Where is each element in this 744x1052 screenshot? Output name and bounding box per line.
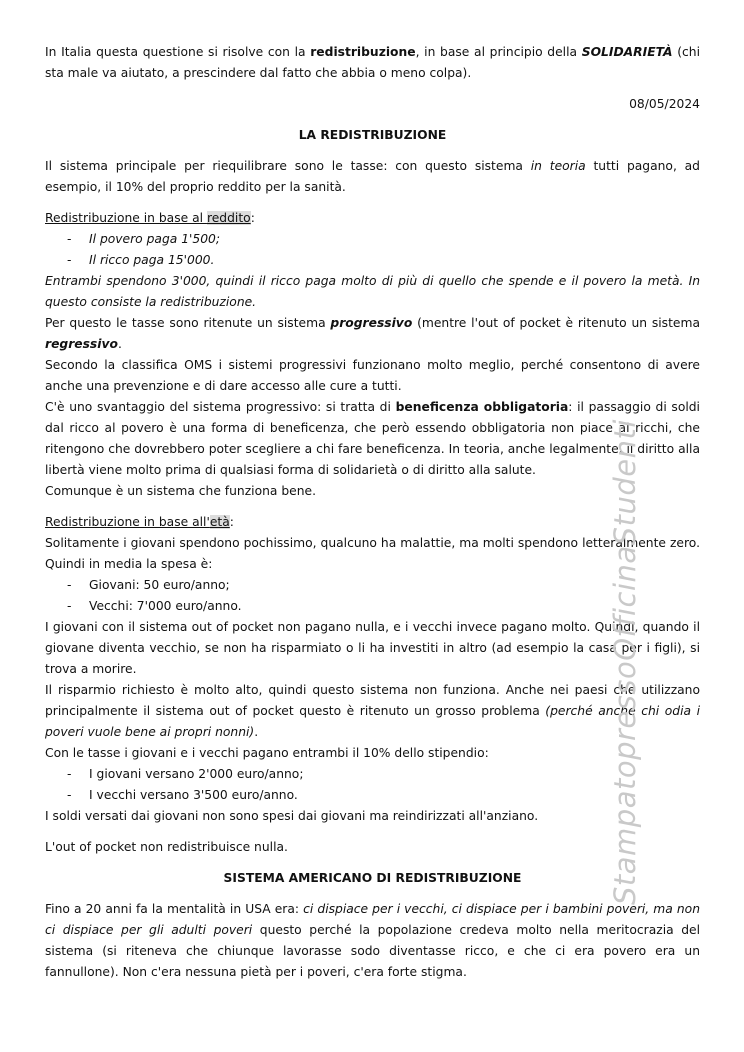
intro-paragraph [45,42,700,84]
text: (mentre l'out of pocket è ritenuto un sistema [412,316,700,330]
bold-italic-term: SOLIDARIETÀ [581,45,673,59]
bold-italic-term: progressivo [330,316,413,330]
italic-term: in teoria [530,159,586,173]
text: In Italia questa questione si risolve con la [45,45,311,59]
paragraph: I giovani con il sistema out of pocket non pagano nulla, e i vecchi invece pagano molto. Quindi, quando il giovane diventa vecchio, se non ha risparmiato o li ha investiti in altro (ad esempio la casa per i figli), si trova a morire. [45,620,700,676]
bold-term: beneficenza obbligatoria [395,400,569,414]
italic-text: ci dispiace per i vecchi, ci dispiace per i bambini poveri, ma non ci dispiace per gli adulti poveri [45,902,700,937]
paragraph: Secondo la classifica OMS i sistemi progressivi funzionano molto meglio, perché consentono di avere anche una prevenzione e di dare accesso alle cure a tutti. [45,358,700,393]
dash-list [45,575,700,617]
subsection-heading [45,208,700,229]
text: . [254,725,259,739]
text: C'è uno svantaggio del sistema progressivo: si tratta di [45,400,396,414]
dash-list [45,229,700,271]
paragraph [45,899,700,983]
text: : [229,515,234,529]
text: Redistribuzione in base al [45,211,207,225]
subsection-heading [45,512,700,533]
italic-text: (perché anche chi odia i poveri vuole bene ai propri nonni) [45,704,700,739]
highlighted-term: età [209,515,230,529]
date: 08/05/2024 [629,97,700,111]
text: Il ricco paga 15'000. [89,253,215,267]
paragraph [45,680,700,743]
text: Per questo le tasse sono ritenute un sistema [45,316,331,330]
text: Il risparmio richiesto è molto alto, quindi questo sistema non funziona. Anche nei paesi che utilizzano principalmente il sistema out of pocket questo è ritenuto un grosso problema [45,683,700,718]
watermark: StampatopressoOfficinaStudenti [608,419,642,905]
paragraph [45,313,700,355]
list-item: - Giovani: 50 euro/anno; [45,575,700,596]
text: , in base al principio della [415,45,582,59]
section-title: SISTEMA AMERICANO DI REDISTRIBUZIONE [223,871,522,885]
italic-paragraph [45,271,700,313]
text: : il passaggio di soldi dal ricco al povero è una forma di beneficenza, che però essendo obbligatoria non piace ai ricchi, che ritengono che dovrebbero poter scegliere a chi fare beneficenza. In teoria, anche legalmente, il diritto alla libertà viene molto prima di qualsiasi forma di solidarietà o di diritto alla salute. [45,400,700,477]
paragraph: I soldi versati dai giovani non sono spesi dai giovani ma reindirizzati all'anziano. [45,809,539,823]
list-item: - I vecchi versano 3'500 euro/anno. [45,785,700,806]
text: Il sistema principale per riequilibrare sono le tasse: con questo sistema [45,159,531,173]
paragraph: L'out of pocket non redistribuisce nulla. [45,840,288,854]
paragraph: Comunque è un sistema che funziona bene. [45,484,316,498]
text: : [250,211,255,225]
list-item: - Vecchi: 7'000 euro/anno. [45,596,700,617]
list-item [45,229,700,250]
text: Entrambi spendono 3'000, quindi il ricco paga molto di più di quello che spende e il povero la metà. In questo consiste la redistribuzione. [45,274,700,309]
text: . [117,337,122,351]
text: tutti pagano, ad esempio, il 10% del proprio reddito per la sanità. [45,159,700,194]
text: Il povero paga 1'500; [89,232,221,246]
paragraph [45,156,700,198]
dash-list [45,764,700,806]
list-item: - I giovani versano 2'000 euro/anno; [45,764,700,785]
paragraph [45,397,700,481]
text: Redistribuzione in base all' [45,515,210,529]
list-item [45,250,700,271]
paragraph: Con le tasse i giovani e i vecchi pagano entrambi il 10% dello stipendio: [45,746,489,760]
bold-italic-term: regressivo [45,337,118,351]
section-title: LA REDISTRIBUZIONE [298,128,447,142]
bold-term: redistribuzione [310,45,416,59]
paragraph: Solitamente i giovani spendono pochissimo, qualcuno ha malattie, ma molti spendono letteralmente zero. Quindi in media la spesa è: [45,536,700,571]
text: (chi sta male va aiutato, a prescindere dal fatto che abbia o meno colpa). [45,45,700,80]
highlighted-term: reddito [206,211,251,225]
document-page [45,42,700,983]
text: Fino a 20 anni fa la mentalità in USA era: [45,902,304,916]
text: questo perché la popolazione credeva molto nella meritocrazia del sistema (si riteneva che chiunque lavorasse sodo diventasse ricco, e che ci era povero era un fannullone). Non c'era nessuna pietà per i poveri, c'era forte stigma. [45,923,700,979]
